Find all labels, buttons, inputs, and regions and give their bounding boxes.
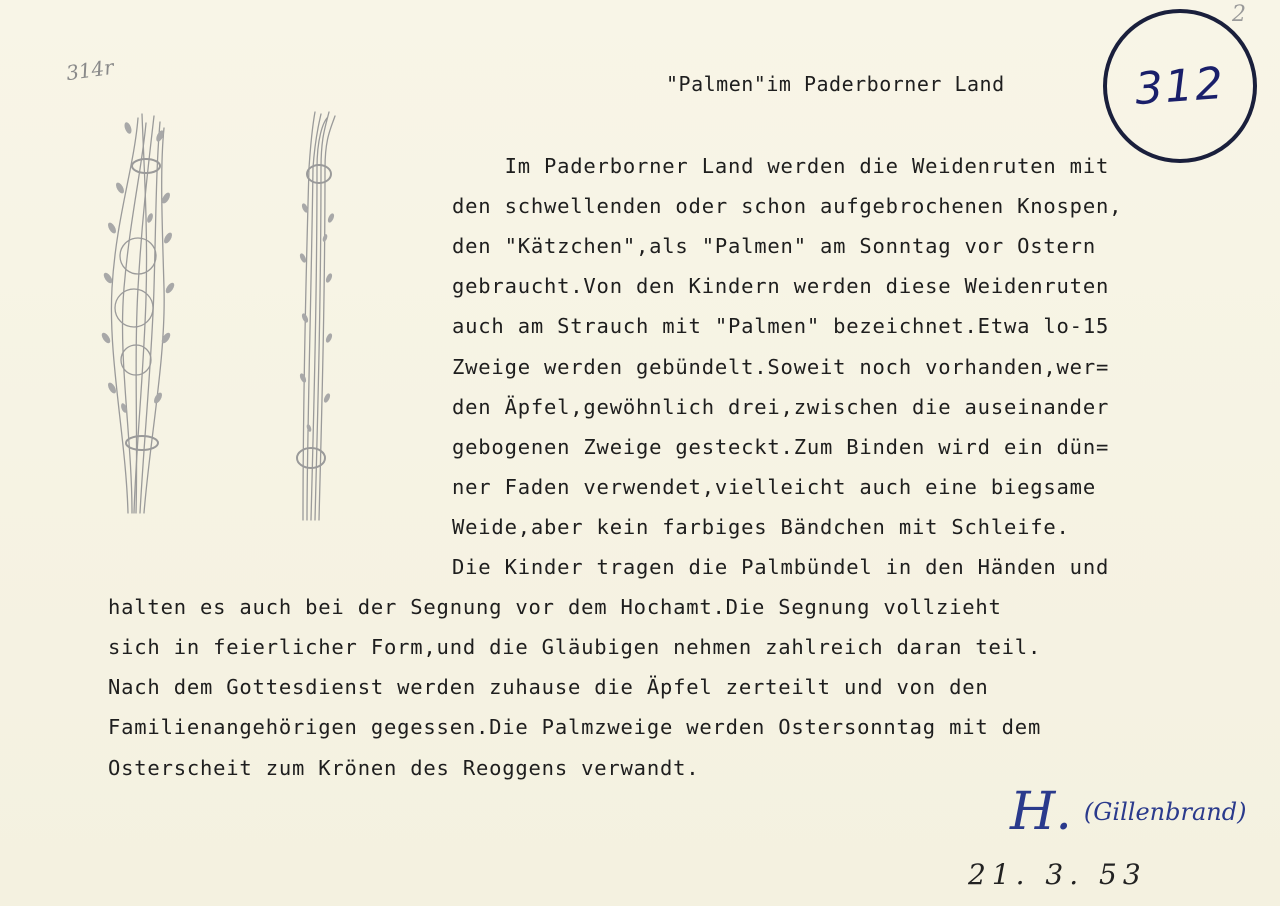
- text-line: Die Kinder tragen die Palmbündel in den Händen und: [452, 555, 1110, 579]
- text-line: auch am Strauch mit "Palmen" bezeichnet.Etwa lo-15: [452, 314, 1110, 339]
- text-line: sich in feierlicher Form,und die Gläubigen nehmen zahlreich daran teil.: [108, 635, 1042, 660]
- palm-bundle-sketch: [285, 108, 345, 528]
- text-line: halten es auch bei der Segnung vor dem Hochamt.Die Segnung vollzieht: [108, 595, 1002, 620]
- pencil-page-number: 314r: [64, 54, 116, 86]
- text-line: Nach dem Gottesdienst werden zuhause die Äpfel zerteilt und von den: [108, 675, 989, 700]
- handwritten-date: 21. 3. 53: [968, 858, 1147, 891]
- text-line: gebraucht.Von den Kindern werden diese Weidenruten: [452, 274, 1110, 299]
- text-line: ner Faden verwendet,vielleicht auch eine biegsame: [452, 474, 1096, 499]
- text-line: den Äpfel,gewöhnlich drei,zwischen die auseinander: [452, 394, 1110, 419]
- signature-name: (Gillenbrand): [1083, 798, 1247, 826]
- signature: [1010, 782, 1246, 842]
- text-line: den schwellenden oder schon aufgebrochenen Knospen,: [452, 194, 1123, 219]
- palm-bundle-with-apples-sketch: [98, 108, 188, 518]
- signature-initial: H.: [1010, 782, 1072, 842]
- text-line: Familienangehörigen gegessen.Die Palmzweige werden Ostersonntag mit dem: [108, 715, 1042, 740]
- text-line: gebogenen Zweige gesteckt.Zum Binden wird ein dün=: [452, 434, 1110, 459]
- document-title: "Palmen"im Paderborner Land: [666, 72, 1005, 96]
- text-line: den "Kätzchen",als "Palmen" am Sonntag vor Ostern: [452, 234, 1096, 259]
- text-line: Osterscheit zum Krönen des Reoggens verwandt.: [108, 755, 700, 780]
- stamp-number: 312: [1133, 57, 1227, 115]
- text-line: Weide,aber kein farbiges Bändchen mit Schleife.: [452, 514, 1070, 539]
- circled-number-stamp: [1103, 9, 1257, 163]
- pencil-corner-number: 2: [1232, 2, 1246, 27]
- text-line: Zweige werden gebündelt.Soweit noch vorhanden,wer=: [452, 354, 1110, 379]
- text-line: Im Paderborner Land werden die Weidenruten mit: [452, 154, 1110, 178]
